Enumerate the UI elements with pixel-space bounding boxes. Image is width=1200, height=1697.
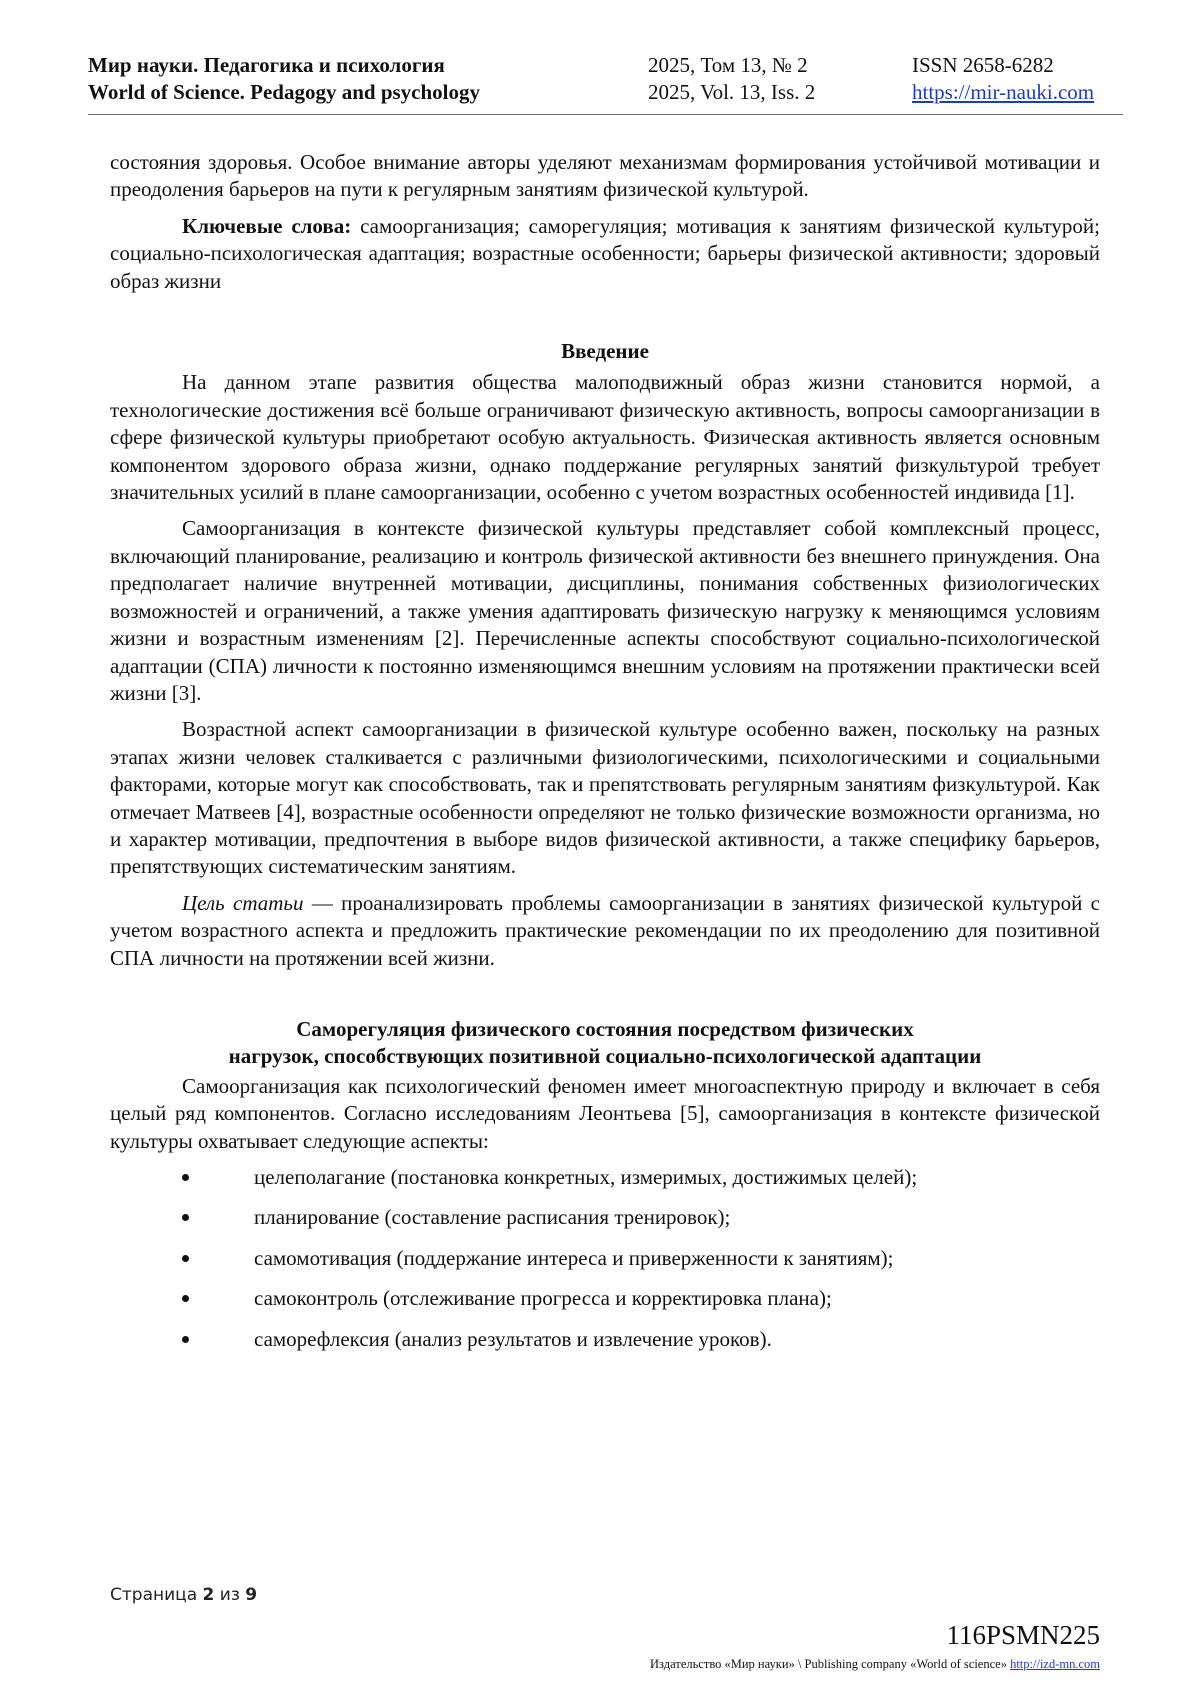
volume-en: 2025, Vol. 13, Iss. 2 [648,80,816,104]
list-item [110,1204,1100,1231]
page-number [110,1585,257,1605]
journal-link[interactable]: https://mir-nauki.com [912,80,1095,104]
running-header [88,52,1123,115]
bullet-icon [182,1174,189,1181]
list-item-text: саморефлексия (анализ результатов и извлечение уроков). [254,1326,772,1351]
page-total: 9 [245,1585,258,1605]
intro-paragraph: Самоорганизация в контексте физической культуры представляет собой комплексный процесс, включающий планирование, реализацию и контроль физической активности без внешнего принуждения. Она предполагает наличие внутренней мотивации, дисциплины, понимания собственных физиологических возможностей и ограничений, а также умения адаптировать физическую нагрузку к меняющимся условиям жизни и возрастным изменениям [2]. Перечисленные аспекты способствуют социально-психологической адаптации (СПА) личности к постоянно изменяющимся внешним условиям на протяжении практически всей жизни [3]. [110,516,1100,705]
page-of: из [219,1585,240,1605]
page-current: 2 [202,1585,215,1605]
list-item-text: планирование (составление расписания тренировок); [254,1205,731,1230]
journal-title [88,52,480,106]
aspects-list [110,1164,1100,1353]
list-item [110,1164,1100,1191]
aim-text: — проанализировать проблемы самоорганизации в занятиях физической культурой с учетом возрастного аспекта и предложить практические рекомендации по их преодолению для позитивной СПА личности на протяжении всей жизни. [110,890,1100,970]
aim-label: Цель статьи [182,890,304,915]
section-heading-line: нагрузок, способствующих позитивной социально-психологической адаптации [228,1044,982,1069]
list-item-text: целеполагание (постановка конкретных, измеримых, достижимых целей); [254,1165,918,1189]
publisher-line [650,1657,1100,1672]
issn: ISSN 2658-6282 [912,53,1054,77]
keywords [110,213,1100,295]
keywords-text: самоорганизация; саморегуляция; мотивация к занятиям физической культурой; социально-психологическая адаптация; возрастные особенности; барьеры физической активности; здоровый образ жизни [110,213,1100,293]
section-heading [110,1016,1100,1071]
keywords-label: Ключевые слова: [182,213,352,238]
journal-title-ru: Мир науки. Педагогика и психология [88,53,445,77]
list-item [110,1326,1100,1353]
intro-paragraph: Возрастной аспект самоорганизации в физической культуре особенно важен, поскольку на разных этапах жизни человек сталкивается с различными физиологическими, психологическими и социальными факторами, которые могут как способствовать, так и препятствовать регулярным занятиям физкультурой. Как отмечает Матвеев [4], возрастные особенности определяют не только физические возможности организма, но и характер мотивации, предпочтения в выборе видов физической активности, а также специфику барьеров, препятствующих систематическим занятиям. [110,717,1100,879]
issn-block [912,52,1094,106]
bullet-icon [182,1336,189,1343]
page-prefix: Страница [110,1585,198,1605]
abstract-tail: состояния здоровья. Особое внимание авторы уделяют механизмам формирования устойчивой мотивации и преодоления барьеров на пути к регулярным занятиям физической культурой. [110,150,1100,202]
intro-paragraph: На данном этапе развития общества малоподвижный образ жизни становится нормой, а технологические достижения всё больше ограничивают физическую активность, вопросы самоорганизации в сфере физической культуры приобретают особую актуальность. Физическая активность является основным компонентом здорового образа жизни, однако поддержание регулярных занятий физкультурой требует значительных усилий в плане самоорганизации, особенно с учетом возрастных особенностей индивида [1]. [110,370,1100,505]
section-paragraph: Самоорганизация как психологический феномен имеет многоаспектную природу и включает в себя целый ряд компонентов. Согласно исследованиям Леонтьева [5], самоорганизация в контексте физической культуры охватывает следующие аспекты: [110,1073,1100,1153]
bullet-icon [182,1214,189,1221]
section-heading-line: Саморегуляция физического состояния посредством физических [296,1016,914,1041]
list-item-text: самоконтроль (отслеживание прогресса и корректировка плана); [254,1286,832,1311]
volume-ru: 2025, Том 13, № 2 [648,53,808,77]
article-body [110,149,1100,1366]
aim-paragraph [110,890,1100,972]
article-code: 116PSMN225 [946,1620,1100,1650]
list-item [110,1285,1100,1312]
bullet-icon [182,1255,189,1262]
journal-title-en: World of Science. Pedagogy and psychology [88,80,481,104]
volume-info [648,52,815,106]
bullet-icon [182,1295,189,1302]
publisher-link[interactable]: http://izd-mn.com [1010,1657,1100,1671]
list-item-text: самомотивация (поддержание интереса и приверженности к занятиям); [254,1245,894,1270]
list-item [110,1245,1100,1272]
intro-heading: Введение [561,339,649,364]
publisher-name: Издательство «Мир науки» \ Publishing company «World of science» [650,1657,1007,1671]
